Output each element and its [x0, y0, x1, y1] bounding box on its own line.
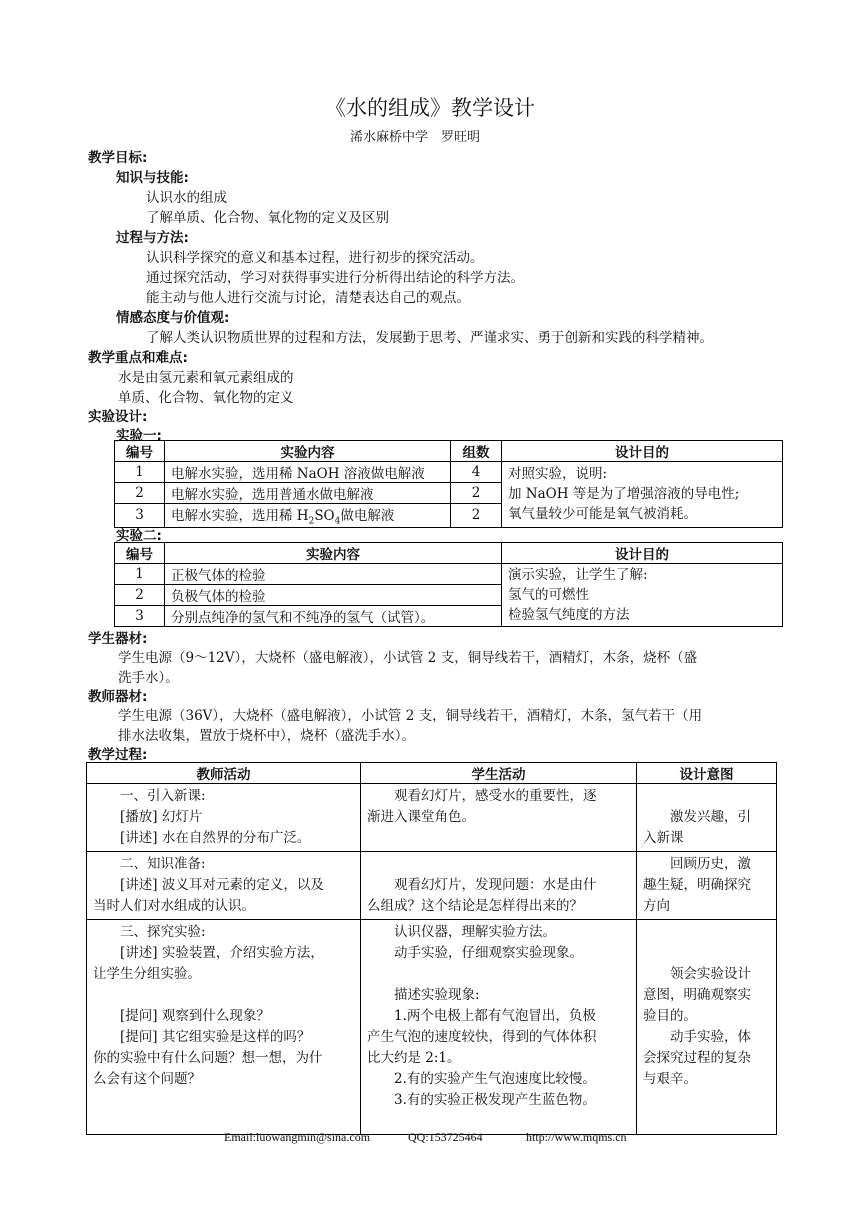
teacher-activity: 一、引入新课: [播放] 幻灯片 [讲述] 水在自然界的分布广泛。 — [87, 784, 361, 852]
experiment-content: 电解水实验，选用普通水做电解液 — [165, 483, 451, 504]
purpose-line: 对照实验，说明: — [508, 466, 608, 483]
row-number: 3 — [115, 606, 165, 627]
objectives-heading: 教学目标: — [88, 150, 148, 166]
author-line: 浠水麻桥中学 罗旺明 — [350, 130, 481, 145]
student-equipment-heading: 学生器材: — [88, 631, 148, 647]
experiment-content: 电解水实验，选用稀 $H_2SO_4$做电解液 — [165, 504, 451, 528]
row-number: 1 — [115, 564, 165, 585]
teaching-process-heading: 教学过程: — [88, 747, 148, 763]
design-purpose — [502, 462, 783, 528]
process-method-item: 能主动与他人进行交流与讨论，清楚表达自己的观点。 — [146, 290, 470, 306]
design-intent: 回顾历史，激 趣生疑，明确探究 方向 — [637, 852, 777, 920]
experiment1-heading: 实验一: — [116, 428, 162, 444]
key-point-item: 单质、化合物、氧化物的定义 — [118, 390, 294, 406]
process-method-item: 通过探究活动，学习对获得事实进行分析得出结论的科学方法。 — [146, 270, 524, 286]
table-header: 设计目的 — [502, 543, 783, 564]
experiment-content: 负极气体的检验 — [165, 585, 502, 606]
table-header: 实验内容 — [165, 543, 502, 564]
design-intent: 激发兴趣，引 入新课 — [637, 784, 777, 852]
teacher-activity: 二、知识准备: [讲述] 波义耳对元素的定义，以及 当时人们对水组成的认识。 — [87, 852, 361, 920]
purpose-line: 氧气量较少可能是氧气被消耗。 — [508, 506, 697, 523]
table-header: 编号 — [115, 543, 165, 564]
attitude-heading: 情感态度与价值观: — [116, 310, 230, 326]
student-equipment-line: 洗手水）。 — [118, 670, 179, 686]
experiment2-table — [114, 542, 783, 627]
student-activity: 观看幻灯片，感受水的重要性，逐 渐进入课堂角色。 — [361, 784, 637, 852]
table-header: 学生活动 — [361, 763, 637, 784]
design-purpose — [502, 564, 783, 627]
teacher-equipment-heading: 教师器材: — [88, 689, 148, 705]
table-row — [115, 462, 783, 483]
row-number: 3 — [115, 504, 165, 528]
process-method-heading: 过程与方法: — [116, 230, 189, 246]
knowledge-heading: 知识与技能: — [116, 170, 189, 186]
table-header: 实验内容 — [165, 441, 451, 462]
table-header: 设计目的 — [502, 441, 783, 462]
footer-url: http://www.mqms.cn — [526, 1130, 627, 1144]
table-header: 组数 — [451, 441, 502, 462]
table-row — [87, 920, 777, 1135]
table-header: 教师活动 — [87, 763, 361, 784]
purpose-line: 氢气的可燃性 — [508, 587, 589, 603]
experiment-design-heading: 实验设计: — [88, 409, 148, 425]
table-row — [87, 784, 777, 852]
knowledge-item: 了解单质、化合物、氧化物的定义及区别 — [146, 210, 389, 226]
teacher-activity: 三、探究实验: [讲述] 实验装置，介绍实验方法， 让学生分组实验。 [提问] 观察到什么现象？ [提问] 其它组实验是这样的吗？ 你的实验中有什么问题？想一想，为什 么会有这个问题？ — [87, 920, 361, 1135]
table-header: 设计意图 — [637, 763, 777, 784]
table-row — [87, 852, 777, 920]
footer-qq: QQ:153725464 — [408, 1130, 483, 1144]
teaching-process-table — [86, 762, 777, 1135]
table-row — [115, 564, 783, 585]
teacher-equipment-line: 学生电源（36V），大烧杯（盛电解液），小试管 2 支，铜导线若干，酒精灯，木条，氢气若干（用 — [118, 708, 703, 724]
teacher-equipment-line: 排水法收集，置放于烧杯中），烧杯（盛洗手水）。 — [118, 728, 415, 744]
row-number: 1 — [115, 462, 165, 483]
page-title: 《水的组成》教学设计 — [325, 96, 535, 120]
key-points-heading: 教学重点和难点: — [88, 350, 188, 366]
purpose-line: 演示实验，让学生了解: — [508, 567, 648, 583]
student-equipment-line: 学生电源（9～12V），大烧杯（盛电解液），小试管 2 支，铜导线若干，酒精灯，木条，烧杯（盛 — [118, 650, 698, 666]
row-number: 2 — [115, 483, 165, 504]
process-method-item: 认识科学探究的意义和基本过程，进行初步的探究活动。 — [146, 250, 484, 266]
experiment-content: 分别点纯净的氢气和不纯净的氢气（试管）。 — [165, 606, 502, 627]
key-point-item: 水是由氢元素和氧元素组成的 — [118, 370, 294, 386]
experiment-content: 正极气体的检验 — [165, 564, 502, 585]
design-intent: 领会实验设计 意图，明确观察实 验目的。 动手实验，体 会探究过程的复杂 与艰辛。 — [637, 920, 777, 1135]
table-header: 编号 — [115, 441, 165, 462]
group-count: 2 — [451, 483, 502, 504]
group-count: 2 — [451, 504, 502, 528]
knowledge-item: 认识水的组成 — [146, 190, 227, 206]
student-activity: 认识仪器，理解实验方法。 动手实验，仔细观察实验现象。 描述实验现象: 1.两个电极上都有气泡冒出，负极 产生气泡的速度较快，得到的气体体积 比大约是 2:1。 2.有的实验产生气泡速度比较慢。 3.有的实验正极发现产生蓝色物。 — [361, 920, 637, 1135]
purpose-line: 加 NaOH 等是为了增强溶液的导电性; — [508, 486, 740, 503]
experiment-content: 电解水实验，选用稀 NaOH 溶液做电解液 — [165, 462, 451, 483]
attitude-item: 了解人类认识物质世界的过程和方法，发展勤于思考、严谨求实、勇于创新和实践的科学精神。 — [146, 330, 713, 346]
experiment1-table — [114, 440, 783, 528]
experiment2-heading: 实验二: — [116, 528, 162, 544]
purpose-line: 检验氢气纯度的方法 — [508, 607, 630, 623]
group-count: 4 — [451, 462, 502, 483]
row-number: 2 — [115, 585, 165, 606]
student-activity: 观看幻灯片，发现问题：水是由什 么组成？这个结论是怎样得出来的？ — [361, 852, 637, 920]
footer-email: Email:luowangmin@sina.com — [224, 1130, 371, 1144]
